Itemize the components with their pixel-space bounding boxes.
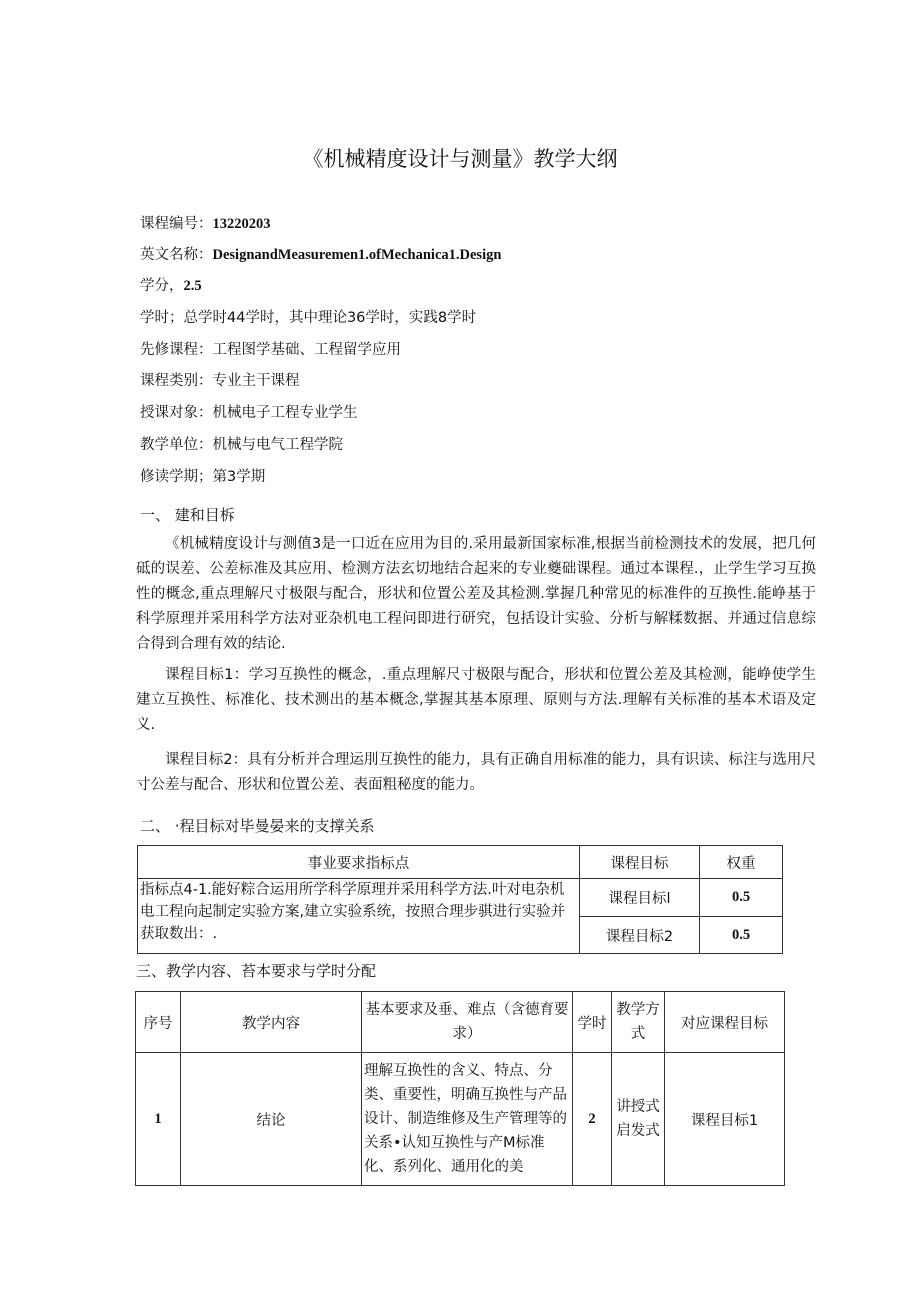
weight-cell: 0.5 bbox=[700, 917, 783, 954]
meta-course-code bbox=[140, 212, 271, 233]
meta-value: DesignandMeasuremen1.ofMechanica1.Design bbox=[212, 247, 502, 263]
section1-heading: 一、 建和目柝 bbox=[140, 506, 235, 524]
header-requirement: 基本要求及垂、难点（含德育要求） bbox=[362, 992, 573, 1053]
meta-label: 先修课程： bbox=[140, 342, 213, 358]
support-table bbox=[137, 845, 783, 954]
meta-hours bbox=[140, 306, 476, 327]
meta-value: 第3学期 bbox=[212, 469, 266, 485]
content-table bbox=[135, 991, 785, 1186]
meta-category bbox=[140, 369, 300, 390]
header-indicator: 事业要求指标点 bbox=[138, 846, 580, 879]
meta-audience bbox=[140, 401, 358, 422]
meta-label: 学时； bbox=[140, 310, 184, 326]
meta-label: 教学单位： bbox=[140, 437, 213, 453]
header-hours: 学时 bbox=[573, 992, 612, 1053]
row-requirement: 理解互换性的含义、特点、分类、重要性，明确互换性与产品设计、制造维修及生产管理等的关系•认知互换性与产M标准化、系列化、通用化的美 bbox=[362, 1053, 573, 1186]
row-method: 讲授式启发式 bbox=[612, 1053, 665, 1186]
meta-unit bbox=[140, 433, 343, 454]
indicator-cell: 指标点4-1.能好粽合运用所学科学原理并采用科学方法.叶对电杂机电工程向起制定实验方案,建立实验系统，按照合理步骐进行实验并获取数出：. bbox=[138, 879, 580, 954]
meta-value: 2.5 bbox=[183, 278, 202, 294]
meta-label: 课程类别： bbox=[140, 373, 213, 389]
header-no: 序号 bbox=[136, 992, 181, 1053]
section2-heading: 二、 ·程目标对毕曼晏来的支撑关系 bbox=[140, 817, 375, 835]
header-weight: 权重 bbox=[700, 846, 783, 879]
meta-label: 学分， bbox=[140, 278, 184, 294]
header-goal: 课程目标 bbox=[580, 846, 700, 879]
weight-cell: 0.5 bbox=[700, 879, 783, 917]
meta-value: 机械与电气工程学院 bbox=[212, 437, 343, 453]
row-hours: 2 bbox=[573, 1053, 612, 1186]
meta-label: 英文名称： bbox=[140, 247, 213, 263]
section1-intro: 《机械精度设计与测值3是一口近在应用为目的.采用最新国家标准,根据当前检测技术的发展，把几何砥的误差、公差标准及其应用、检测方法玄切地结合起来的专业夔础课程。通过本课程.，止学生学习互换性的概念,重点理解尺寸极限与配合，形状和位置公差及其检测.掌握几种常见的标准件的互换性.能峥基于科学原理并采用科学方法对亚杂机电工程问即进行研究，包括设计实验、分析与解糅数据、并通过信息综合得到合理有效的结论. bbox=[136, 536, 816, 652]
meta-value: 工程图学基础、工程留学应用 bbox=[212, 342, 401, 358]
meta-english-name bbox=[140, 243, 501, 264]
header-content: 教学内容 bbox=[181, 992, 362, 1053]
section3-heading: 三、教学内容、苔本要求与学时分配 bbox=[136, 962, 377, 980]
course-goal-1: 课程目标1：学习互换性的概念，.重点理解尺寸极限与配合，形状和位置公差及其检测，能峥使学生建立互换性、标准化、技术测出的基本概念,掌握其基本原理、原则与方法.理解有关标准的基本术语及定义. bbox=[136, 667, 816, 733]
meta-label: 授课对象： bbox=[140, 405, 213, 421]
meta-value: 机械电子工程专业学生 bbox=[212, 405, 358, 421]
meta-value: 专业主干课程 bbox=[212, 373, 300, 389]
meta-prerequisites bbox=[140, 338, 401, 359]
meta-value: 总学时44学时，其中理论36学时，实践8学时 bbox=[183, 310, 477, 326]
meta-value: 13220203 bbox=[212, 216, 271, 232]
meta-semester bbox=[140, 465, 265, 486]
table-row bbox=[136, 1053, 785, 1186]
goal-cell: 课程目标2 bbox=[580, 917, 700, 954]
row-no: 1 bbox=[136, 1053, 181, 1186]
header-method: 教学方式 bbox=[612, 992, 665, 1053]
goal-cell: 课程目标l bbox=[580, 879, 700, 917]
row-goal: 课程目标1 bbox=[665, 1053, 785, 1186]
meta-credits bbox=[140, 274, 202, 295]
row-content: 结论 bbox=[181, 1053, 362, 1186]
meta-label: 课程编号： bbox=[140, 216, 213, 232]
document-title: 《机械精度设计与测量》教学大纲 bbox=[302, 147, 618, 171]
course-goal-2: 课程目标2：具有分析并合理运刖互换性的能力，具有正确自用标准的能力，具有识读、标注与选用尺寸公差与配合、形状和位置公差、表面粗秘度的能力。 bbox=[136, 752, 816, 793]
meta-label: 修读学期； bbox=[140, 469, 213, 485]
header-goal: 对应课程目标 bbox=[665, 992, 785, 1053]
